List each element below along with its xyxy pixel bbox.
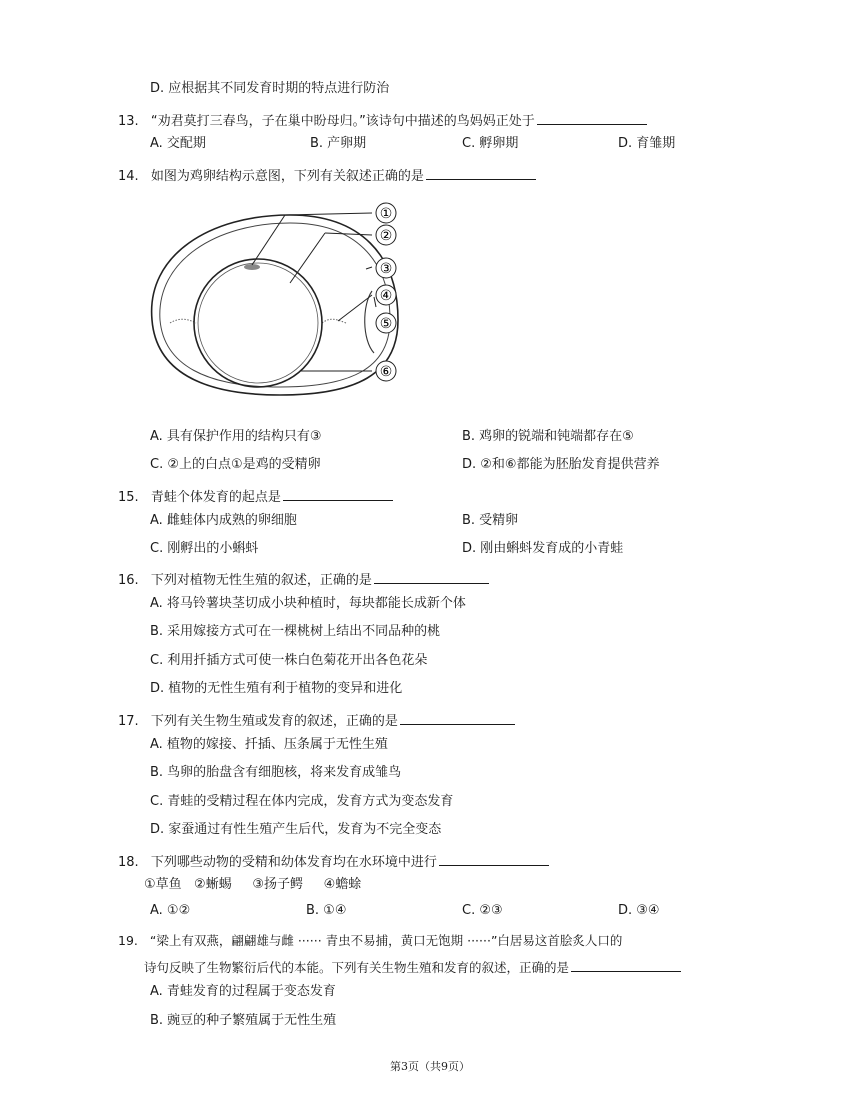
q16-stem <box>118 569 489 590</box>
q16-option-d: D. 植物的无性生殖有利于植物的变异和进化 <box>150 681 403 696</box>
answer-blank <box>571 957 681 972</box>
q17-option-a: A. 植物的嫁接、扦插、压条属于无性生殖 <box>150 737 388 752</box>
q16-option-a: A. 将马铃薯块茎切成小块种植时，每块都能长成新个体 <box>150 596 466 611</box>
egg-structure-diagram <box>140 195 430 405</box>
q14-stem <box>118 165 536 186</box>
question-number: 15. <box>118 490 139 505</box>
question-text: 诗句反映了生物繁衍后代的本能。下列有关生物生殖和发育的叙述，正确的是 <box>144 960 570 975</box>
answer-blank <box>439 851 549 866</box>
label-1: ① <box>379 206 393 222</box>
q13-option-d: D. 育雏期 <box>618 136 676 151</box>
q19-option-b: B. 豌豆的种子繁殖属于无性生殖 <box>150 1013 337 1028</box>
q18-option-b: B. ①④ <box>306 903 347 918</box>
q15-option-d: D. 刚由蝌蚪发育成的小青蛙 <box>462 541 624 556</box>
question-text: “梁上有双燕，翩翩雄与雌 ······ 青虫不易捕，黄口无饱期 ······”白居易这首脍炙人口的 <box>149 933 623 948</box>
q18-stem <box>118 851 549 872</box>
q19-stem-line2 <box>144 957 681 977</box>
yolk <box>198 263 318 383</box>
label-2: ② <box>379 228 393 244</box>
q17-option-d: D. 家蚕通过有性生殖产生后代，发育为不完全变态 <box>150 822 442 837</box>
q15-option-a: A. 雌蛙体内成熟的卵细胞 <box>150 513 297 528</box>
question-number: 17. <box>118 714 139 729</box>
q17-option-c: C. 青蛙的受精过程在体内完成，发育方式为变态发育 <box>150 794 454 809</box>
q14-option-b: B. 鸡卵的锐端和钝端都存在⑤ <box>462 429 634 444</box>
q13-option-a: A. 交配期 <box>150 136 206 151</box>
q16-option-c: C. 利用扦插方式可使一株白色菊花开出各色花朵 <box>150 653 428 668</box>
question-number: 14. <box>118 169 139 184</box>
question-number: 13. <box>118 114 139 129</box>
question-text: 下列对植物无性生殖的叙述，正确的是 <box>150 573 372 588</box>
q19-stem-line1 <box>118 932 622 950</box>
q12-option-d: D. 应根据其不同发育时期的特点进行防治 <box>150 81 390 96</box>
q14-option-c: C. ②上的白点①是鸡的受精卵 <box>150 457 321 472</box>
question-number: 16. <box>118 573 139 588</box>
shell-membrane <box>160 223 390 387</box>
chalaza-left <box>170 319 196 323</box>
q13-stem <box>118 110 647 131</box>
question-text: 如图为鸡卵结构示意图，下列有关叙述正确的是 <box>150 169 424 184</box>
label-5: ⑤ <box>379 316 393 332</box>
answer-blank <box>426 165 536 180</box>
q13-option-b: B. 产卵期 <box>310 136 367 151</box>
q18-option-a: A. ①② <box>150 903 191 918</box>
label-3: ③ <box>379 261 393 277</box>
q18-animal-list: ①草鱼 ②蜥蜴 ③扬子鳄 ④蟾蜍 <box>144 877 362 892</box>
q17-option-b: B. 鸟卵的胎盘含有细胞核，将来发育成雏鸟 <box>150 765 402 780</box>
q17-stem <box>118 710 515 731</box>
label-6: ⑥ <box>379 364 393 380</box>
question-number: 18. <box>118 855 139 870</box>
q18-option-c: C. ②③ <box>462 903 503 918</box>
q15-option-b: B. 受精卵 <box>462 513 519 528</box>
chalaza-right <box>322 319 346 323</box>
q15-stem <box>118 486 393 507</box>
question-text: 下列有关生物生殖或发育的叙述，正确的是 <box>150 714 398 729</box>
answer-blank <box>400 710 515 725</box>
question-text: 下列哪些动物的受精和幼体发育均在水环境中进行 <box>150 855 437 870</box>
egg-shell-outer <box>152 215 398 395</box>
q14-option-d: D. ②和⑥都能为胚胎发育提供营养 <box>462 457 660 472</box>
q14-option-a: A. 具有保护作用的结构只有③ <box>150 429 322 444</box>
answer-blank <box>374 569 489 584</box>
q13-option-c: C. 孵卵期 <box>462 136 519 151</box>
question-text: “劝君莫打三春鸟，子在巢中盼母归。”该诗句中描述的鸟妈妈正处于 <box>150 114 535 129</box>
q18-option-d: D. ③④ <box>618 903 660 918</box>
label-4: ④ <box>379 288 393 304</box>
q16-option-b: B. 采用嫁接方式可在一棵桃树上结出不同品种的桃 <box>150 624 441 639</box>
answer-blank <box>283 486 393 501</box>
question-number: 19. <box>118 933 138 948</box>
q15-option-c: C. 刚孵出的小蝌蚪 <box>150 541 259 556</box>
yolk-membrane-outer <box>194 259 322 387</box>
page-footer: 第3页（共9页） <box>390 1060 470 1073</box>
air-cell <box>365 291 374 353</box>
question-text: 青蛙个体发育的起点是 <box>150 490 281 505</box>
answer-blank <box>537 110 647 125</box>
q19-option-a: A. 青蛙发育的过程属于变态发育 <box>150 984 336 999</box>
